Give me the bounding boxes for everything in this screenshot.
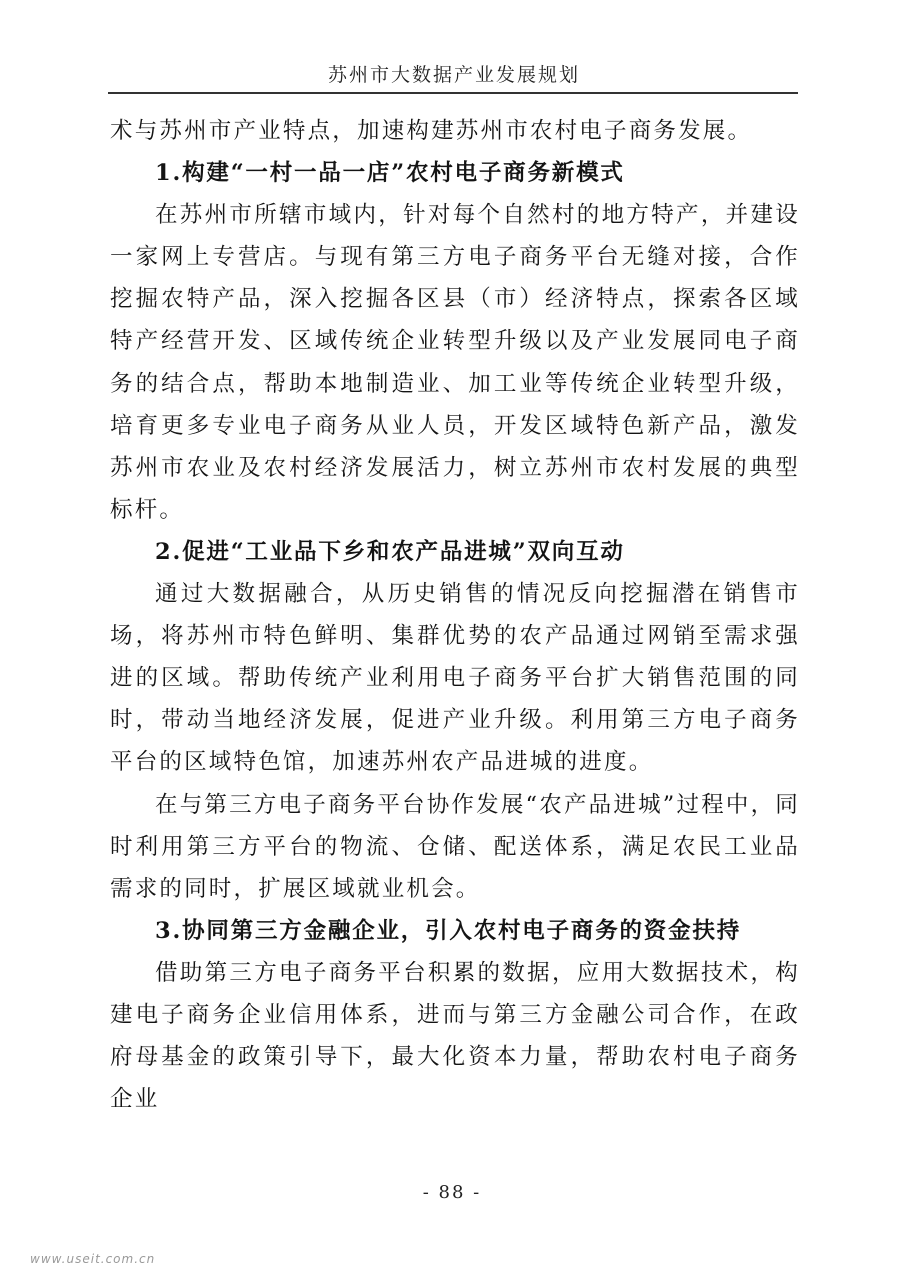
paragraph-3: 在与第三方电子商务平台协作发展“农产品进城”过程中，同时利用第三方平台的物流、仓储、配送体系，满足农民工业品需求的同时，扩展区域就业机会。 <box>110 791 800 902</box>
body-text <box>110 110 800 1120</box>
page-number: - 88 - <box>422 1182 482 1203</box>
paragraph-4: 借助第三方电子商务平台积累的数据，应用大数据技术，构建电子商务企业信用体系，进而与第三方金融公司合作，在政府母基金的政策引导下，最大化资本力量，帮助农村电子商务企业 <box>110 959 800 1113</box>
section-heading-3: 3.协同第三方金融企业，引入农村电子商务的资金扶持 <box>155 917 741 944</box>
paragraph-2: 通过大数据融合，从历史销售的情况反向挖掘潜在销售市场，将苏州市特色鲜明、集群优势的农产品通过网销至需求强进的区域。帮助传统产业利用电子商务平台扩大销售范围的同时，带动当地经济发展，促进产业升级。利用第三方电子商务平台的区域特色馆，加速苏州农产品进城的进度。 <box>110 581 800 776</box>
running-header: 苏州市大数据产业发展规划 <box>327 64 580 86</box>
header-divider <box>108 92 798 94</box>
paragraph-continued: 术与苏州市产业特点，加速构建苏州市农村电子商务发展。 <box>110 118 753 144</box>
section-heading-2: 2.促进“工业品下乡和农产品进城”双向互动 <box>155 538 625 565</box>
section-heading-1: 1.构建“一村一品一店”农村电子商务新模式 <box>155 160 625 187</box>
paragraph-1: 在苏州市所辖市域内，针对每个自然村的地方特产，并建设一家网上专营店。与现有第三方电子商务平台无缝对接，合作挖掘农特产品，深入挖掘各区县（市）经济特点，探索各区域特产经营开发、区域传统企业转型升级以及产业发展同电子商务的结合点，帮助本地制造业、加工业等传统企业转型升级，培育更多专业电子商务从业人员，开发区域特色新产品，激发苏州市农业及农村经济发展活力，树立苏州市农村发展的典型标杆。 <box>110 202 800 523</box>
watermark: www.useit.com.cn <box>30 1252 156 1266</box>
